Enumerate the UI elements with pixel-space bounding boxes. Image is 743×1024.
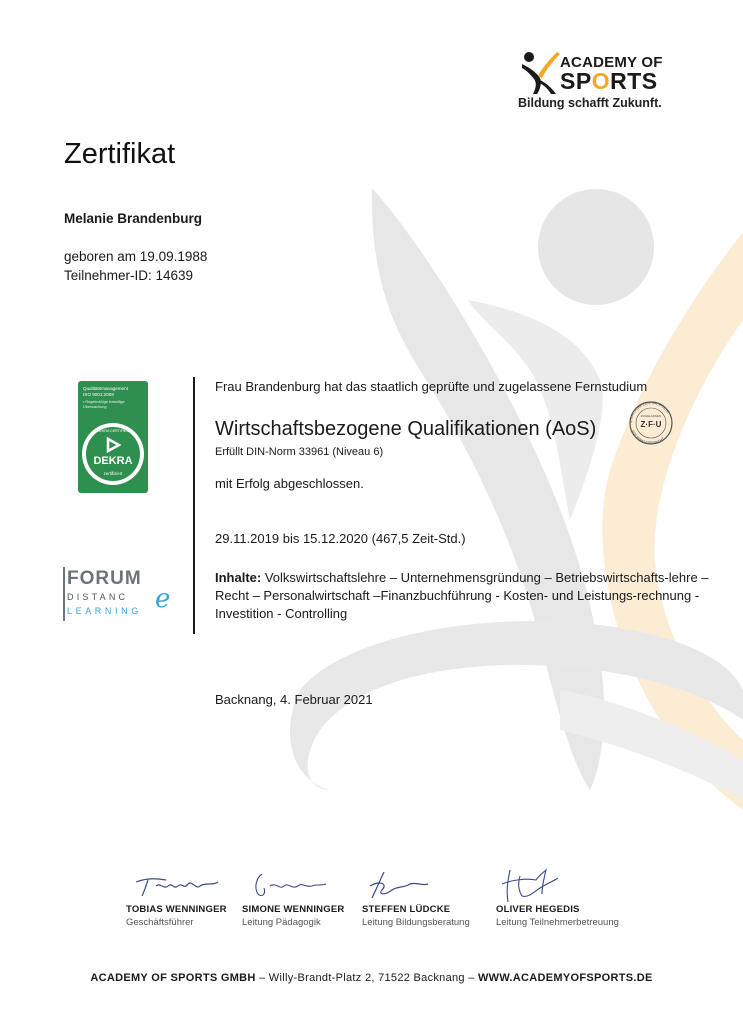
vertical-divider (193, 377, 195, 634)
forum-logo-line2: DISTANC (67, 592, 129, 602)
svg-text:DEKRA: DEKRA (93, 455, 133, 467)
brand-name-line1: ACADEMY OF (560, 54, 663, 71)
course-period: 29.11.2019 bis 15.12.2020 (467,5 Zeit-Std.) (215, 531, 466, 546)
signature-block (126, 868, 236, 930)
svg-text:DEKRA CERTIFIED: DEKRA CERTIFIED (96, 429, 130, 433)
forum-logo-bar (63, 567, 65, 621)
din-norm: Erfüllt DIN-Norm 33961 (Niveau 6) (215, 446, 384, 458)
course-contents (215, 569, 715, 623)
signer-role: Leitung Pädagogik (242, 917, 321, 928)
course-title: Wirtschaftsbezogene Qualifikationen (AoS) (215, 418, 597, 440)
forum-logo-line3: LEARNING (67, 606, 142, 616)
place-and-date: Backnang, 4. Februar 2021 (215, 692, 373, 707)
academy-of-sports-logo (518, 50, 668, 114)
completion-text: mit Erfolg abgeschlossen. (215, 476, 364, 491)
svg-text:Überwachung: Überwachung (83, 405, 107, 409)
svg-text:STAATLICHE ZENTRALSTELLE: STAATLICHE ZENTRALSTELLE (628, 400, 671, 424)
forum-logo-e: e (155, 584, 171, 614)
dekra-certification-badge (78, 381, 148, 493)
svg-text:ZUGELASSEN: ZUGELASSEN (640, 414, 662, 418)
athlete-logo-icon (520, 50, 562, 94)
footer-address: – Willy-Brandt-Platz 2, 71522 Backnang – (255, 972, 478, 984)
signature-block (362, 868, 482, 930)
svg-text:zertifiziert: zertifiziert (103, 471, 123, 476)
svg-text:Qualitätsmanagement: Qualitätsmanagement (83, 386, 128, 391)
signer-role: Geschäftsführer (126, 917, 194, 928)
contents-label: Inhalte: (215, 570, 262, 585)
signature-scribble-icon (362, 868, 482, 902)
signature-scribble-icon (496, 868, 636, 902)
signer-role: Leitung Bildungsberatung (362, 917, 470, 928)
signer-name: STEFFEN LÜDCKE (362, 904, 451, 915)
participant-id: Teilnehmer-ID: 14639 (64, 268, 194, 283)
svg-text:FÜR FERNUNTERRICHT: FÜR FERNUNTERRICHT (630, 429, 666, 446)
signer-name: OLIVER HEGEDIS (496, 904, 580, 915)
svg-text:• Regelmäßige freiwillige: • Regelmäßige freiwillige (83, 400, 125, 404)
footer (0, 972, 743, 984)
brand-name-line2: SPORTS (560, 68, 658, 94)
brand-tagline: Bildung schafft Zukunft. (518, 96, 662, 110)
signature-scribble-icon (126, 868, 236, 902)
svg-text:Z·F·U: Z·F·U (640, 420, 662, 429)
zfu-stamp-icon (622, 400, 680, 446)
intro-text: Frau Brandenburg hat das staatlich geprüfte und zugelassene Fernstudium (215, 379, 648, 394)
signature-scribble-icon (242, 868, 352, 902)
signer-name: TOBIAS WENNINGER (126, 904, 227, 915)
dekra-seal-icon (78, 381, 148, 493)
zfu-seal (622, 400, 680, 446)
contents-text: Volkswirtschaftslehre – Unternehmensgründung – Betriebswirtschafts-lehre – Recht – Personalwirtschaft –Finanzbuchführung - Kosten- und Leistungs-rechnung - Investition - Controlling (215, 570, 709, 621)
certificate-title: Zertifikat (64, 138, 176, 170)
footer-company: ACADEMY OF SPORTS GMBH (90, 972, 256, 984)
svg-text:ISO 9001:2008: ISO 9001:2008 (83, 392, 114, 397)
forum-distance-learning-logo (63, 566, 175, 624)
signer-role: Leitung Teilnehmerbetreuung (496, 917, 619, 928)
birth-date: geboren am 19.09.1988 (64, 249, 208, 264)
footer-website[interactable]: WWW.ACADEMYOFSPORTS.DE (477, 972, 653, 984)
forum-logo-line1: FORUM (67, 568, 142, 589)
participant-name: Melanie Brandenburg (64, 211, 203, 226)
signature-block (242, 868, 352, 930)
signer-name: SIMONE WENNINGER (242, 904, 345, 915)
signature-block (496, 868, 636, 930)
